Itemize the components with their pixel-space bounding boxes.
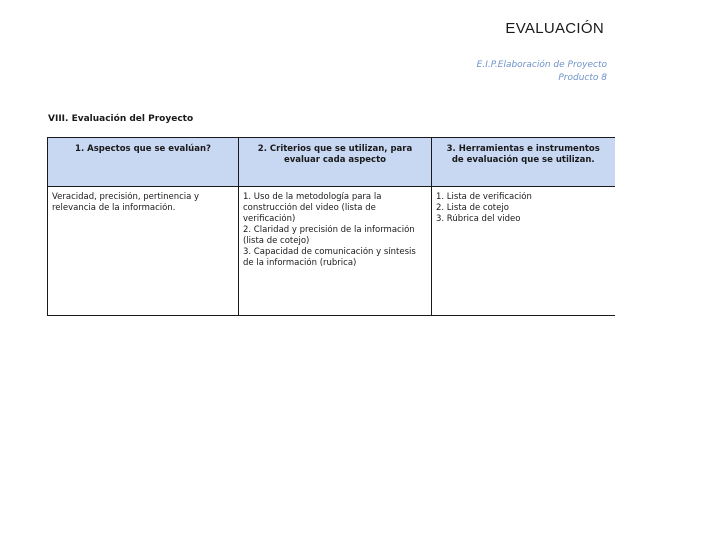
slide-title: EVALUACIÓN [505,20,604,37]
cell-criteria [239,187,432,316]
criteria-line: verificación) [243,214,296,224]
criteria-line: 3. Capacidad de comunicación y síntesis [243,247,416,257]
aspects-line: relevancia de la información. [52,203,176,213]
criteria-line: de la información (rubrica) [243,258,357,268]
header-criteria: 2. Criterios que se utilizan, para evaluar cada aspecto [239,138,432,187]
table-row [48,187,615,316]
criteria-line: construcción del video (lista de [243,203,376,213]
subtitle-product: Producto 8 [558,73,607,83]
subtitle-project: E.I.P.Elaboración de Proyecto [476,60,607,70]
tools-line: 3. Rúbrica del video [436,214,521,224]
header-tools: 3. Herramientas e instrumentos de evaluación que se utilizan. [432,138,615,187]
criteria-line: (lista de cotejo) [243,236,310,246]
tools-line: 2. Lista de cotejo [436,203,509,213]
table-header-row [48,138,615,187]
tools-line: 1. Lista de verificación [436,192,532,202]
evaluation-table [47,137,615,316]
header-aspects: 1. Aspectos que se evalúan? [48,138,239,187]
cell-tools [432,187,615,316]
criteria-line: 1. Uso de la metodología para la [243,192,382,202]
cell-aspects [48,187,239,316]
aspects-line: Veracidad, precisión, pertinencia y [52,192,200,202]
section-heading: VIII. Evaluación del Proyecto [48,114,194,124]
criteria-line: 2. Claridad y precisión de la información [243,225,415,235]
